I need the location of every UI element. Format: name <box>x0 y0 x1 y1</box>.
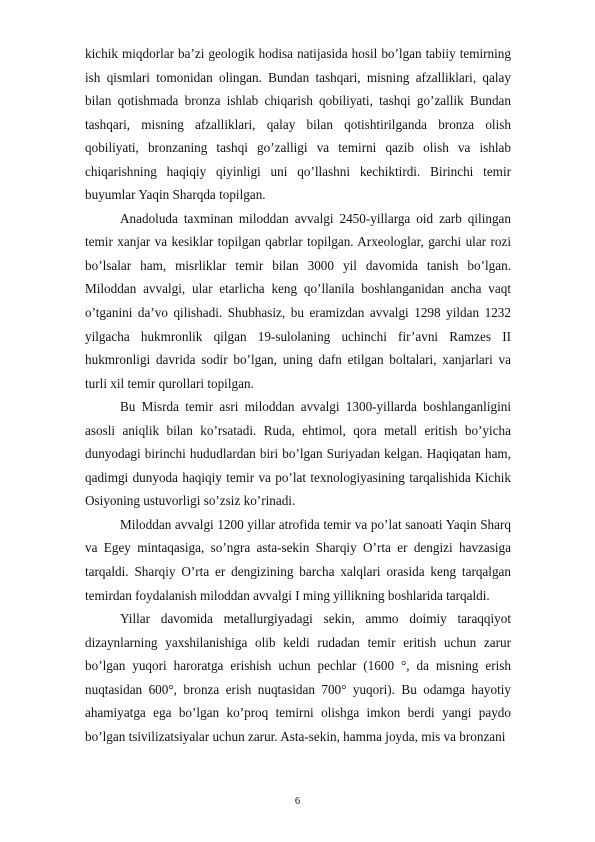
paragraph-anatolia: Anadoluda taxminan miloddan avvalgi 2450-yillarga oid zarb qilingan temir xanjar va kesiklar topilgan qabrlar topilgan. Arxeologlar, garchi ular rozi bo’lsalar ham, misrliklar temir bilan 3000 yil davomida tanish bo’lgan. Miloddan avvalgi, ular etarlicha keng qo’llanila boshlanganidan ancha vaqt o’tganini da’vo qilishadi. Shubhasiz, bu eramizdan avvalgi 1298 yildan 1232 yilgacha hukmronlik qilgan 19-sulolaning uchinchi fir’avni Ramzes II hukmronligi davrida sodir bo’lgan, uning dafn etilgan boltalari, xanjarlari va turli xil temir qurollari topilgan. <box>85 210 511 391</box>
paragraph-continuation: kichik miqdorlar ba’zi geologik hodisa natijasida hosil bo’lgan tabiiy temirning ish qismlari tomonidan olingan. Bundan tashqari, misning afzalliklari, qalay bilan qotishmada bronza ishlab chiqarish qobiliyati, tashqi go’zallik Bundan tashqari, misning afzalliklari, qalay bilan qotishtirilganda bronza olish qobiliyati, bronzaning tashqi go’zalligi va temirni qazib olish va ishlab chiqarishning haqiqiy qiyinligi uni qo’llashni kechiktirdi. Birinchi temir buyumlar Yaqin Sharqda topilgan. <box>85 46 511 203</box>
paragraph-near-east-spread: Miloddan avvalgi 1200 yillar atrofida temir va po’lat sanoati Yaqin Sharq va Egey mintaqasiga, so’ngra asta-sekin Sharqiy O’rta er dengizi havzasiga tarqaldi. Sharqiy O’rta er dengizining barcha xalqlari orasida keng tarqalgan temirdan foydalanish miloddan avvalgi I ming yillikning boshlarida tarqaldi. <box>85 516 511 603</box>
paragraph-metallurgy-progress: Yillar davomida metallurgiyadagi sekin, ammo doimiy taraqqiyot dizaynlarning yaxshilanishiga olib keldi rudadan temir eritish uchun zarur bo’lgan yuqori haroratga erishish uchun pechlar (1600 °, da misning erish nuqtasidan 600°, bronza erish nuqtasidan 700° yuqori). Bu odamga hayotiy ahamiyatga ega bo’lgan ko’proq temirni olishga imkon berdi yangi paydo bo’lgan tsivilizatsiyalar uchun zarur. Asta-sekin, hamma joyda, mis va bronzani <box>85 611 511 744</box>
page-number: 6 <box>294 796 301 807</box>
body-text <box>85 42 511 748</box>
paragraph-egypt-iron-age: Bu Misrda temir asri miloddan avvalgi 1300-yillarda boshlanganligini asosli aniqlik bilan ko’rsatadi. Ruda, ehtimol, qora metall eritish bo’yicha dunyodagi birinchi hududlardan biri bo’lgan Suriyadan kelgan. Haqiqatan ham, qadimgi dunyoda haqiqiy temir va po’lat texnologiyasining tarqalishida Kichik Osiyoning ustuvorligi so’zsiz ko’rinadi. <box>85 399 511 509</box>
